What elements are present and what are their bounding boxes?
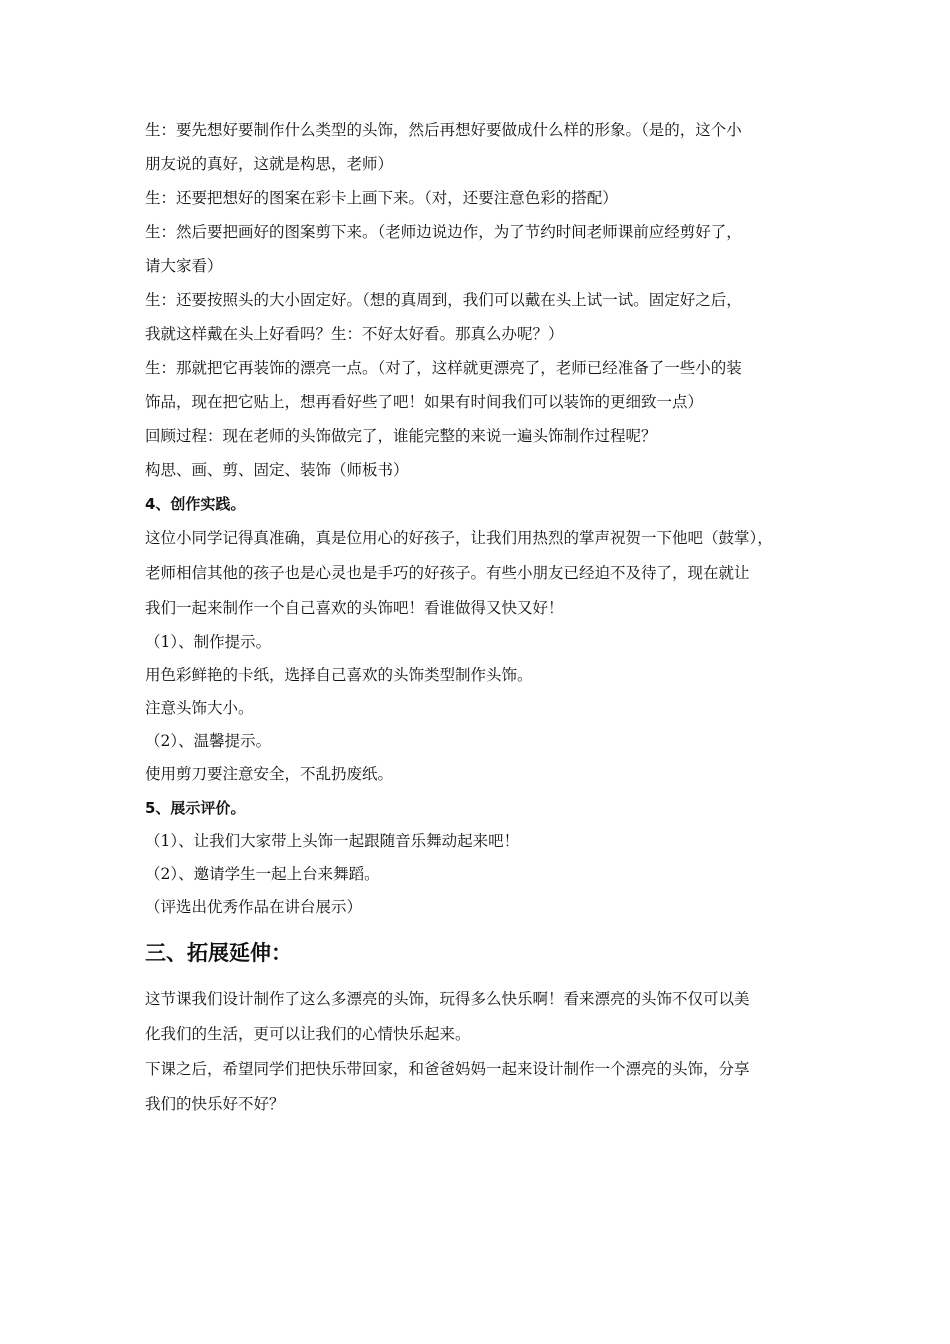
text-line: 老师相信其他的孩子也是心灵也是手巧的好孩子。有些小朋友已经迫不及待了，现在就让 xyxy=(145,564,750,582)
review-paragraph xyxy=(145,419,810,453)
text-line: 化我们的生活，更可以让我们的心情快乐起来。 xyxy=(145,1025,471,1043)
extension-paragraph xyxy=(145,1052,810,1122)
text-line: 请大家看） xyxy=(145,257,223,275)
text-line: 这位小同学记得真准确，真是位用心的好孩子，让我们用热烈的掌声祝贺一下他吧（鼓掌）， xyxy=(145,529,773,547)
text-line: 生：还要把想好的图案在彩卡上画下来。（对，还要注意色彩的搭配） xyxy=(145,189,618,207)
text-line: 回顾过程：现在老师的头饰做完了，谁能完整的来说一遍头饰制作过程呢？ xyxy=(145,427,657,445)
text-line: 朋友说的真好，这就是构思，老师） xyxy=(145,155,394,173)
list-item: 使用剪刀要注意安全，不乱扔废纸。 xyxy=(145,765,394,783)
list-item: 注意头饰大小。 xyxy=(145,699,254,717)
section-title: 5、展示评价。 xyxy=(145,799,246,817)
text-line: 生：那就把它再装饰的漂亮一点。（对了，这样就更漂亮了，老师已经准备了一些小的装 xyxy=(145,359,742,377)
text-line: 生：要先想好要制作什么类型的头饰，然后再想好要做成什么样的形象。（是的，这个小 xyxy=(145,121,742,139)
list-item: （2）、邀请学生一起上台来舞蹈。 xyxy=(145,865,380,883)
dialogue-paragraph xyxy=(145,215,810,283)
section-title: 4、创作实践。 xyxy=(145,495,246,513)
dialogue-paragraph xyxy=(145,113,810,181)
dialogue-paragraph xyxy=(145,283,810,351)
text-line: 这节课我们设计制作了这么多漂亮的头饰，玩得多么快乐啊！看来漂亮的头饰不仅可以美 xyxy=(145,990,750,1008)
text-line: 我们的快乐好不好？ xyxy=(145,1095,285,1113)
part-heading: 三、拓展延伸： xyxy=(145,941,292,965)
text-line: 下课之后，希望同学们把快乐带回家，和爸爸妈妈一起来设计制作一个漂亮的头饰，分享 xyxy=(145,1060,750,1078)
text-line: 生：还要按照头的大小固定好。（想的真周到，我们可以戴在头上试一试。固定好之后， xyxy=(145,291,742,309)
text-line: 我们一起来制作一个自己喜欢的头饰吧！看谁做得又快又好！ xyxy=(145,599,564,617)
list-item: 用色彩鲜艳的卡纸，选择自己喜欢的头饰类型制作头饰。 xyxy=(145,666,533,684)
text-line: 生：然后要把画好的图案剪下来。（老师边说边作，为了节约时间老师课前应经剪好了， xyxy=(145,223,742,241)
section-intro xyxy=(145,521,810,626)
list-item: （评选出优秀作品在讲台展示） xyxy=(145,898,363,916)
text-line: 我就这样戴在头上好看吗？生：不好太好看。那真么办呢？） xyxy=(145,325,564,343)
document-page xyxy=(145,113,810,1122)
list-item: （1）、制作提示。 xyxy=(145,633,272,651)
extension-paragraph xyxy=(145,982,810,1052)
list-item: （2）、温馨提示。 xyxy=(145,732,272,750)
list-item: （1）、让我们大家带上头饰一起跟随音乐舞动起来吧！ xyxy=(145,832,520,850)
text-line: 构思、画、剪、固定、装饰（师板书） xyxy=(145,461,409,479)
board-writing xyxy=(145,453,810,487)
text-line: 饰品，现在把它贴上，想再看好些了吧！如果有时间我们可以装饰的更细致一点） xyxy=(145,393,704,411)
dialogue-paragraph xyxy=(145,351,810,419)
dialogue-paragraph xyxy=(145,181,810,215)
